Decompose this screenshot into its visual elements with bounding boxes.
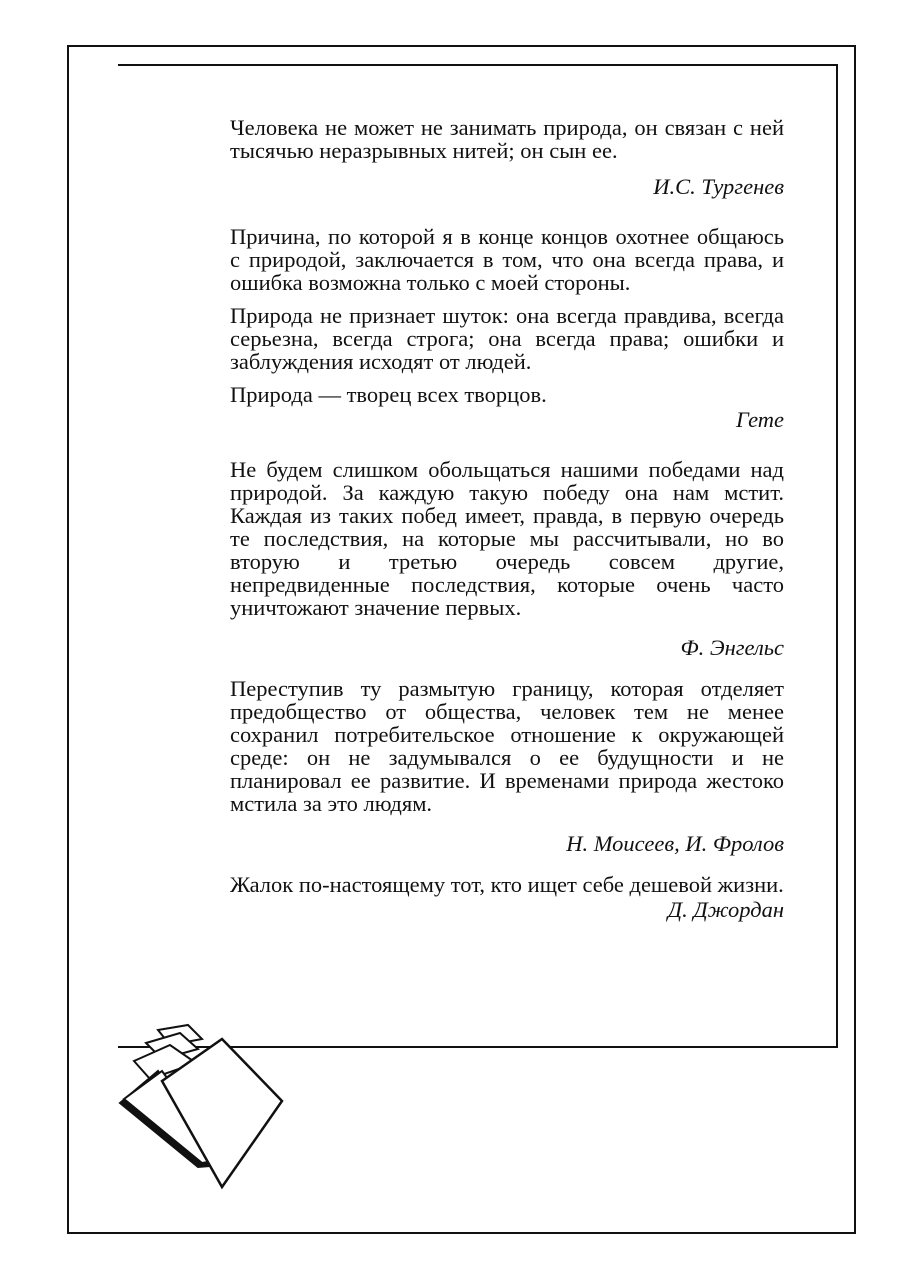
quote-paragraph: Переступив ту размытую границу, которая отделяет предобщество от общества, человек тем не менее сохранил потребительское отношение к окружающей среде: он не задумывался о ее будущности и не планировал ее развитие. И временами природа жестоко мстила за это людям. xyxy=(230,676,784,816)
quote-block xyxy=(230,873,784,921)
quote-block xyxy=(230,677,784,855)
flipping-pages-icon xyxy=(110,1015,300,1195)
quote-paragraph: Жалок по-настоящему тот, кто ищет себе дешевой жизни. xyxy=(230,872,784,897)
quote-author: Ф. Энгельс xyxy=(680,635,784,660)
quote-paragraph: Человека не может не занимать природа, он связан с ней тысячью неразрывных нитей; он сын ее. xyxy=(230,115,784,163)
quote-author: Гете xyxy=(735,407,784,432)
quote-author: Д. Джордан xyxy=(667,897,784,922)
quote-paragraph: Причина, по которой я в конце концов охотнее общаюсь с природой, заключается в том, что она всегда права, и ошибка возможна только с моей стороны. xyxy=(230,224,784,295)
quotes-column xyxy=(230,116,784,921)
inner-frame-right-rule xyxy=(836,64,838,1048)
quote-paragraph: Не будем слишком обольщаться нашими победами над природой. За каждую такую победу она нам мстит. Каждая из таких побед имеет, правда, в первую очередь те последствия, на которые мы рассчитывали, но во вторую и третью очередь совсем другие, непредвиденные последствия, которые очень часто уничтожают значение первых. xyxy=(230,457,784,620)
quote-block xyxy=(230,225,784,431)
quote-author: И.С. Тургенев xyxy=(653,174,784,199)
quote-author: Н. Моисеев, И. Фролов xyxy=(566,831,784,856)
quote-block xyxy=(230,116,784,198)
quote-paragraph: Природа — творец всех творцов. xyxy=(230,382,547,407)
inner-frame-top-rule xyxy=(118,64,838,66)
quote-block xyxy=(230,458,784,659)
quote-paragraph: Природа не признает шуток: она всегда правдива, всегда серьезна, всегда строга; она всегда права; ошибки и заблуждения исходят от людей. xyxy=(230,303,784,374)
